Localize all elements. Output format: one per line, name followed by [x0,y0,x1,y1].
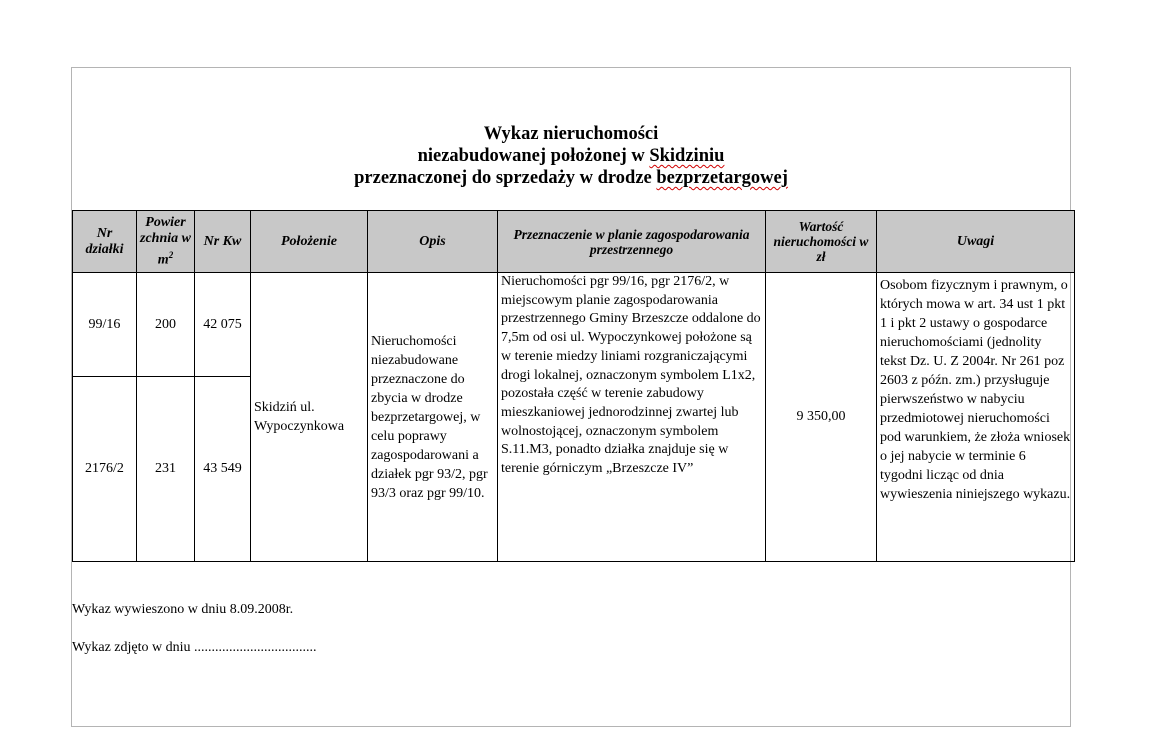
title-line-3 [72,167,1070,189]
title-line-3-prefix: przeznaczonej do sprzedaży w drodze [354,168,657,188]
cell-opis: Nieruchomości niezabudowane przeznaczone do zbycia w drodze bezprzetargowej, w celu poprawy zagospodarowani a działek pgr 93/2, pgr 93/3 oraz pgr 99/10. [368,273,498,562]
title-line-1: Wykaz nieruchomości [483,124,659,144]
document-page [71,67,1071,727]
removed-date-line: Wykaz zdjęto w dniu ................................... [72,640,317,655]
cell-powierzchnia: 231 [137,377,195,562]
header-przeznaczenie: Przeznaczenie w planie zagospodarowania przestrzennego [498,211,766,273]
header-powierzchnia [137,211,195,273]
header-nr-kw: Nr Kw [195,211,251,273]
header-polozenie: Położenie [251,211,368,273]
header-powierzchnia-sup: 2 [168,249,174,260]
title-line-2 [72,145,1070,167]
title-sale-mode: bezprzetargowej [656,168,788,188]
cell-przeznaczenie: Nieruchomości pgr 99/16, pgr 2176/2, w miejscowym planie zagospodarowania przestrzennego Gminy Brzeszcze oddalone do 7,5m od osi ul. Wypoczynkowej położone są w terenie miedzy liniami rozgraniczającymi drogi lokalnej, oznaczonym symbolem L1x2, pozostała część w terenie zabudowy mieszkaniowej jednorodzinnej zwartej lub wolnostojącej, oznaczonym symbolem S.11.M3, ponadto działka znajduje się w terenie górniczym „Brzeszcze IV” [498,273,766,562]
cell-nr-kw: 43 549 [195,377,251,562]
cell-powierzchnia: 200 [137,273,195,377]
cell-wartosc: 9 350,00 [766,273,877,562]
header-powierzchnia-text: Powier zchnia w m [140,214,191,268]
title-place-name: Skidziniu [649,146,725,166]
header-opis: Opis [368,211,498,273]
cell-polozenie: Skidziń ul. Wypoczynkowa [251,273,368,562]
title-line-2-prefix: niezabudowanej położonej w [417,146,650,166]
header-uwagi: Uwagi [877,211,1075,273]
document-title [72,123,1070,189]
table-header-row [73,211,1075,273]
cell-nr-kw: 42 075 [195,273,251,377]
cell-nr-dzialki: 99/16 [73,273,137,377]
table-row [73,273,1075,377]
cell-uwagi: Osobom fizycznym i prawnym, o których mowa w art. 34 ust 1 pkt 1 i pkt 2 ustawy o gospodarce nieruchomościami (jednolity tekst Dz. U. Z 2004r. Nr 261 poz 2603 z późn. zm.) przysługuje pierwszeństwo w nabyciu przedmiotowej nieruchomości pod warunkiem, że złoża wniosek o jej nabycie w terminie 6 tygodni licząc od dnia wywieszenia niniejszego wykazu. [877,273,1075,562]
cell-nr-dzialki: 2176/2 [73,377,137,562]
posted-date-line: Wykaz wywieszono w dniu 8.09.2008r. [72,602,294,617]
header-wartosc: Wartość nieruchomości w zł [766,211,877,273]
property-table [72,210,1075,562]
header-nr-dzialki: Nr działki [73,211,137,273]
